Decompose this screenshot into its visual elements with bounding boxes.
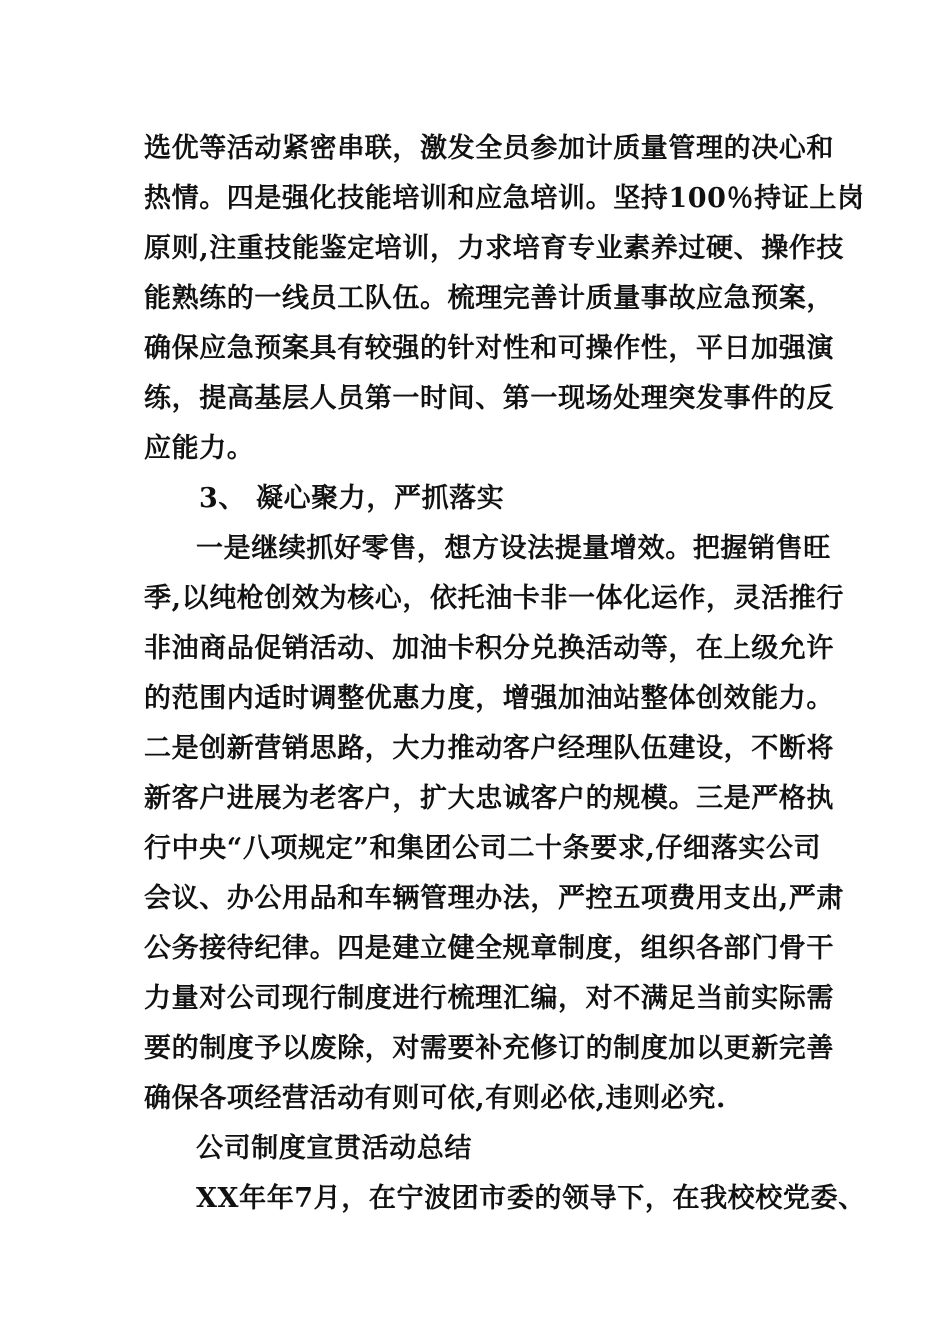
paragraph-line: 二是创新营销思路，大力推动客户经理队伍建设，不断将 — [144, 733, 834, 764]
section-heading: 3、 凝心聚力，严抓落实 — [199, 483, 505, 514]
paragraph-line: 能熟练的一线员工队伍。梳理完善计质量事故应急预案， — [144, 283, 834, 314]
paragraph-line: 确保各项经营活动有则可依,有则必依,违则必究. — [144, 1083, 726, 1114]
paragraph-line: 季,以纯枪创效为核心，依托油卡非一体化运作，灵活推行 — [144, 583, 844, 614]
paragraph-line: 原则,注重技能鉴定培训，力求培育专业素养过硬、操作技 — [144, 233, 844, 264]
paragraph-line: 应能力。 — [144, 433, 255, 464]
paragraph-line: 会议、办公用品和车辆管理办法，严控五项费用支出,严肃 — [144, 883, 844, 914]
paragraph-line: 力量对公司现行制度进行梳理汇编，对不满足当前实际需 — [144, 983, 834, 1014]
paragraph-line: 公务接待纪律。四是建立健全规章制度，组织各部门骨干 — [144, 933, 834, 964]
paragraph-line: 一是继续抓好零售，想方设法提量增效。把握销售旺 — [196, 533, 831, 564]
paragraph-line: 新客户进展为老客户，扩大忠诚客户的规模。三是严格执 — [144, 783, 834, 814]
paragraph-line: 确保应急预案具有较强的针对性和可操作性，平日加强演 — [144, 333, 834, 364]
paragraph-line: 选优等活动紧密串联，激发全员参加计质量管理的决心和 — [144, 133, 834, 164]
paragraph-line: 的范围内适时调整优惠力度，增强加油站整体创效能力。 — [144, 683, 834, 714]
paragraph-line: XX年年7月，在宁波团市委的领导下，在我校校党委、 — [196, 1183, 866, 1214]
paragraph-line: 热情。四是强化技能培训和应急培训。坚持100％持证上岗 — [144, 183, 865, 214]
document-title: 公司制度宣贯活动总结 — [196, 1133, 472, 1164]
paragraph-line: 练，提高基层人员第一时间、第一现场处理突发事件的反 — [144, 383, 834, 414]
paragraph-line: 非油商品促销活动、加油卡积分兑换活动等，在上级允许 — [144, 633, 834, 664]
paragraph-line: 要的制度予以废除，对需要补充修订的制度加以更新完善 — [144, 1033, 834, 1064]
paragraph-line: 行中央“八项规定”和集团公司二十条要求,仔细落实公司 — [144, 833, 822, 864]
